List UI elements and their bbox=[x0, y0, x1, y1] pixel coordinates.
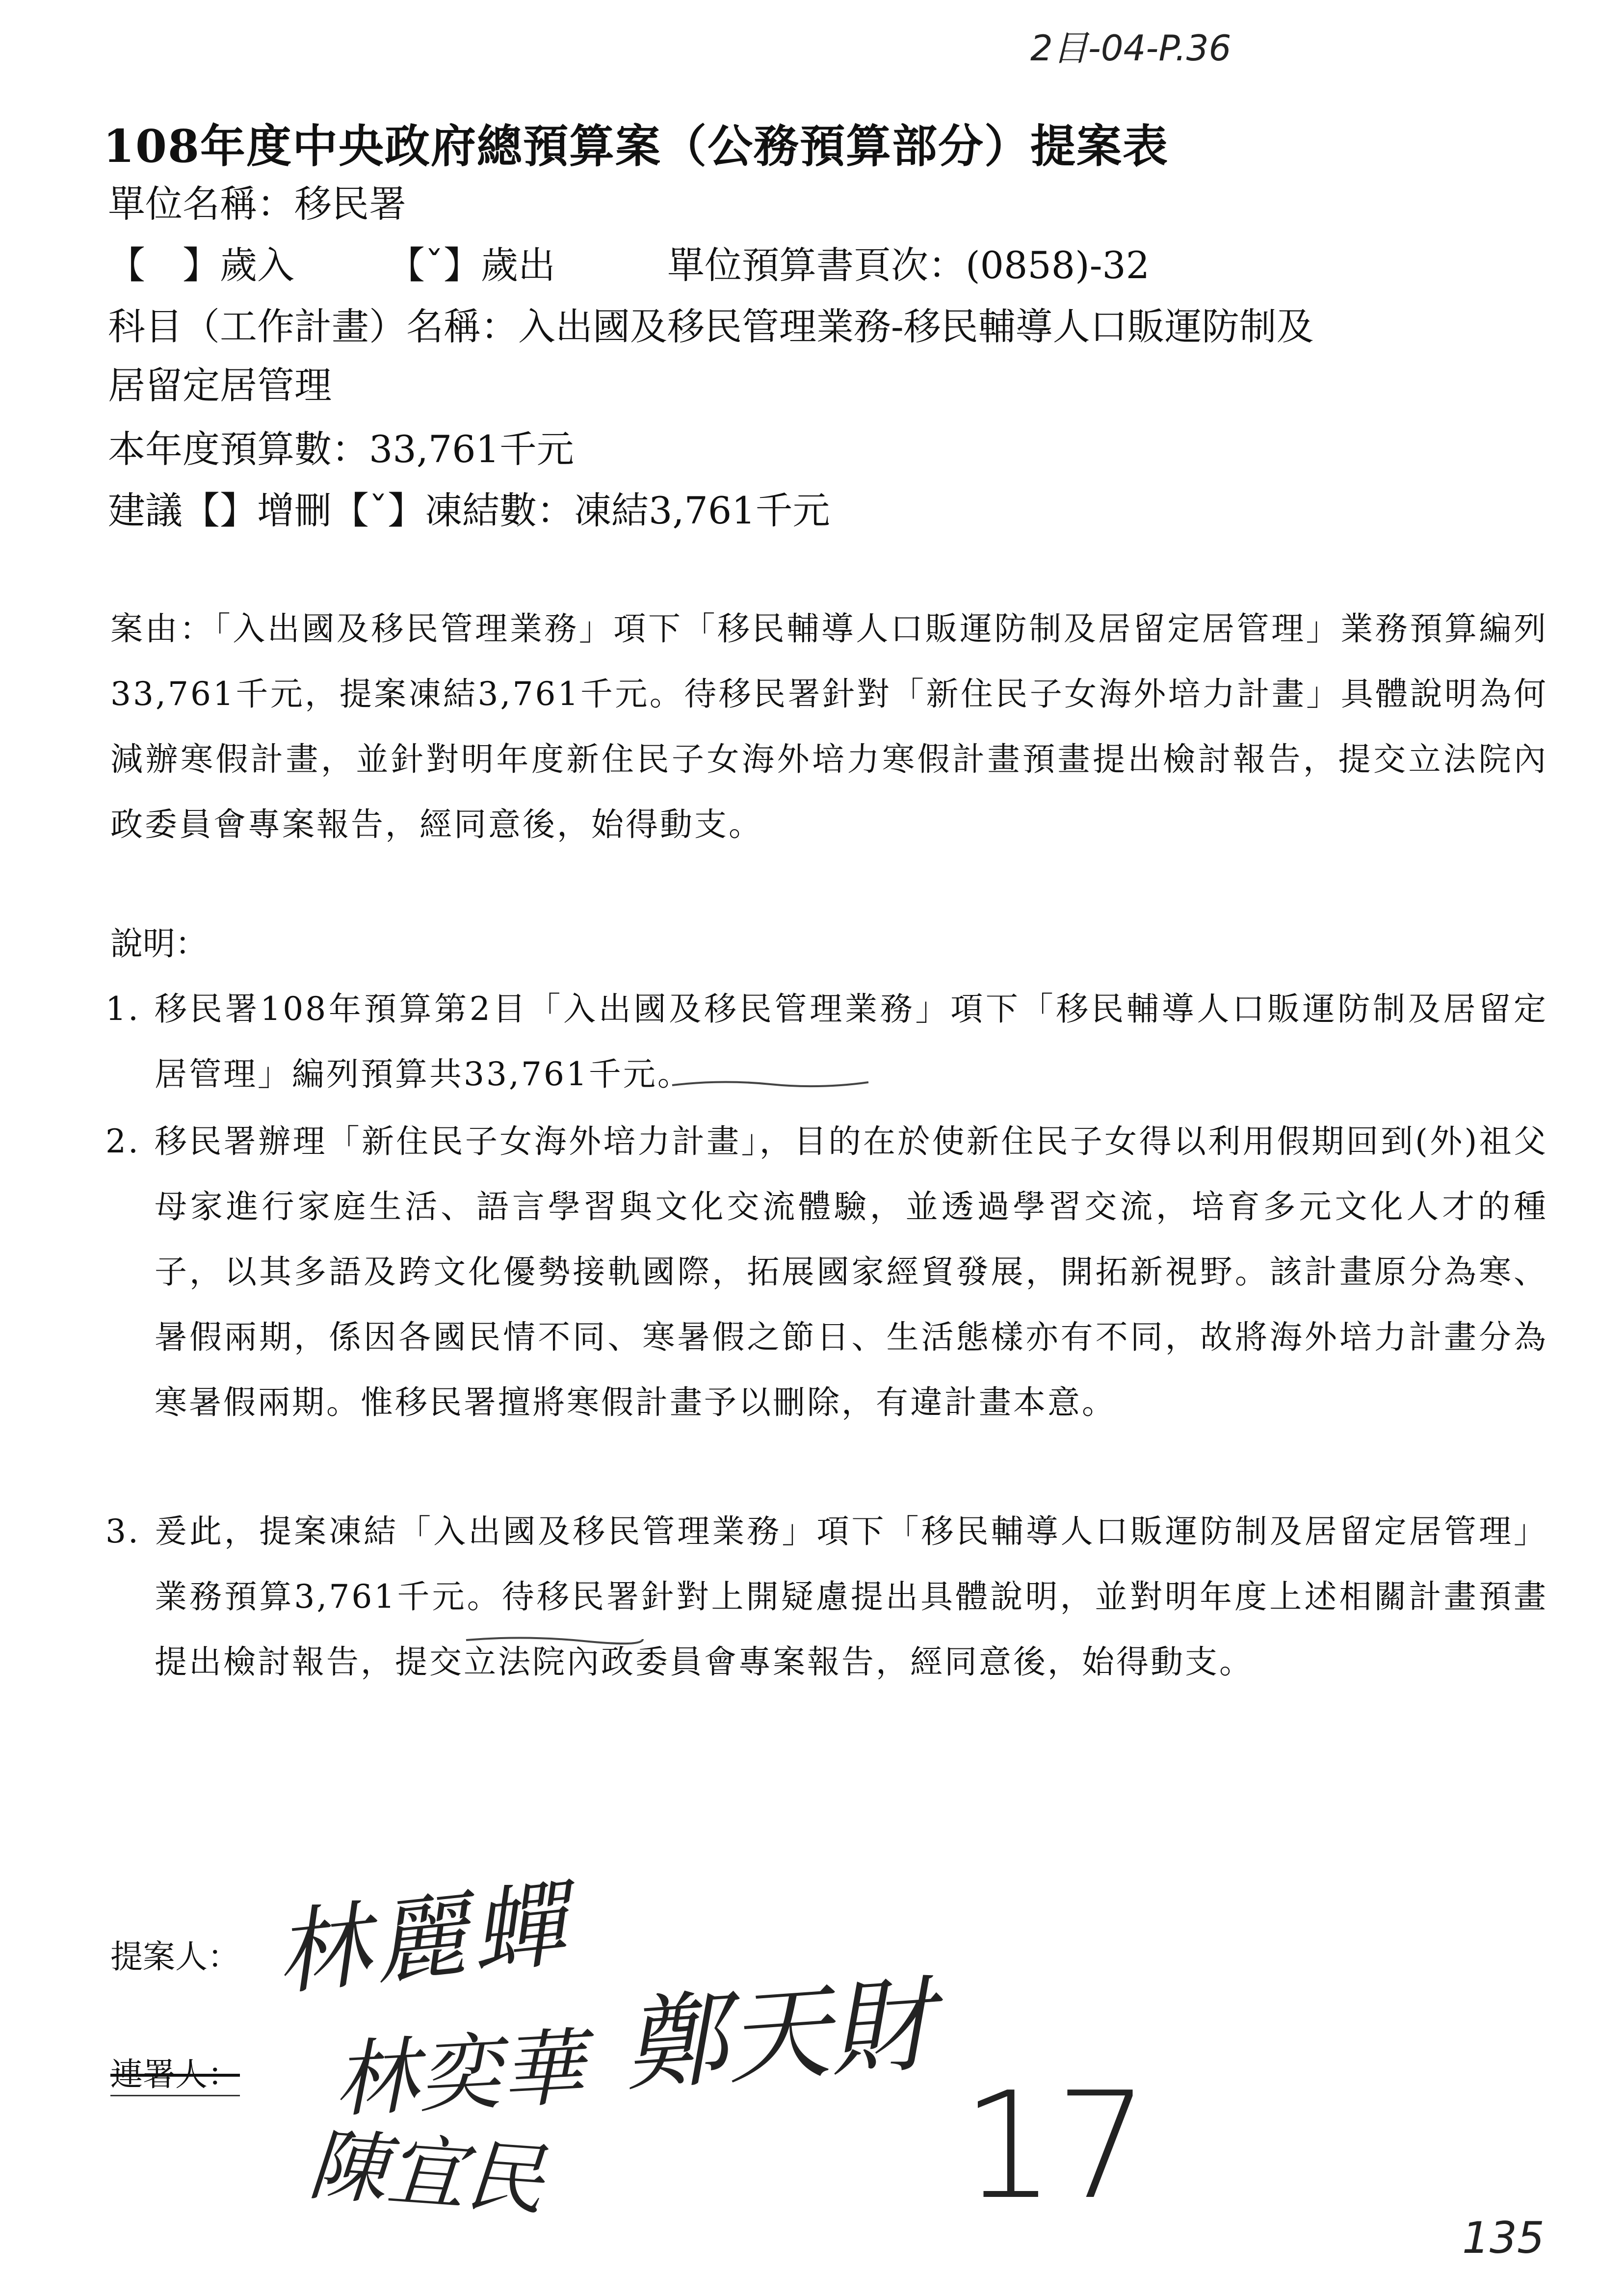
explanation-item-2 bbox=[105, 1109, 1548, 1435]
explanation-text: 移民署108年預算第2目「入出國及移民管理業務」項下「移民輔導人口販運防制及居留定居管理」編列預算共33,761千元。 bbox=[155, 990, 1548, 1093]
explanation-text: 爰此，提案凍結「入出國及移民管理業務」項下「移民輔導人口販運防制及居留定居管理」業務預算3,761千元。待移民署針對上開疑慮提出具體說明，並對明年度上述相關計畫預畫提出檢討報告，提交立法院內政委員會專案報告，經同意後，始得動支。 bbox=[155, 1513, 1548, 1681]
proposer-label: 提案人： bbox=[110, 1938, 240, 1976]
budget-type-line: 【 】歲入 【ˇ】歲出 單位預算書頁次：(0858)-32 bbox=[108, 243, 1150, 287]
explanation-item-3 bbox=[105, 1499, 1548, 1695]
explanation-text: 移民署辦理「新住民子女海外培力計畫」，目的在於使新住民子女得以利用假期回到(外)祖父母家進行家庭生活、語言學習與文化交流體驗，並透過學習交流，培育多元文化人才的種子，以其多語及跨文化優勢接軌國際，拓展國家經貿發展，開拓新視野。該計畫原分為寒、暑假兩期，係因各國民情不同、寒暑假之節日、生活態樣亦有不同，故將海外培力計畫分為寒暑假兩期。惟移民署擅將寒假計畫予以刪除，有違計畫本意。 bbox=[155, 1122, 1548, 1421]
explanation-number: 2. bbox=[105, 1122, 140, 1160]
reason-paragraph: 案由：「入出國及移民管理業務」項下「移民輔導人口販運防制及居留定居管理」業務預算編列33,761千元，提案凍結3,761千元。待移民署針對「新住民子女海外培力計畫」具體說明為何減辦寒假計畫，並針對明年度新住民子女海外培力寒假計畫預畫提出檢討報告，提交立法院內政委員會專案報告，經同意後，始得動支。 bbox=[110, 610, 1548, 843]
page-title: 108年度中央政府總預算案（公務預算部分）提案表 bbox=[103, 120, 1169, 173]
unit-name: 單位名稱：移民署 bbox=[108, 182, 406, 226]
cosigner-signature-2: 鄭天財 bbox=[620, 1964, 937, 2106]
amount-underline-1 bbox=[672, 1075, 868, 1095]
budget-amount: 本年度預算數：33,761千元 bbox=[108, 427, 574, 471]
freeze-suggestion: 建議【】增刪【ˇ】凍結數：凍結3,761千元 bbox=[108, 489, 830, 532]
amount-underline-2 bbox=[466, 1631, 643, 1651]
subject-line-2: 居留定居管理 bbox=[108, 364, 332, 407]
cosigner-signature-3: 陳宜民 bbox=[306, 2118, 548, 2227]
explanation-number: 3. bbox=[105, 1513, 140, 1550]
subject-line-1: 科目（工作計畫）名稱：入出國及移民管理業務-移民輔導人口販運防制及 bbox=[108, 305, 1314, 348]
cosigner-signature-1: 林奕華 bbox=[331, 2019, 587, 2130]
explanation-number: 1. bbox=[105, 990, 140, 1028]
page-number: 135 bbox=[1462, 2213, 1545, 2263]
handwritten-count: 17 bbox=[962, 2061, 1149, 2232]
explanation-heading: 說明： bbox=[110, 925, 208, 963]
proposer-signature: 林麗蟬 bbox=[270, 1870, 575, 2009]
archive-mark: 2目-04-P.36 bbox=[1030, 27, 1231, 69]
cosigner-label: 連署人： bbox=[110, 2048, 240, 2096]
